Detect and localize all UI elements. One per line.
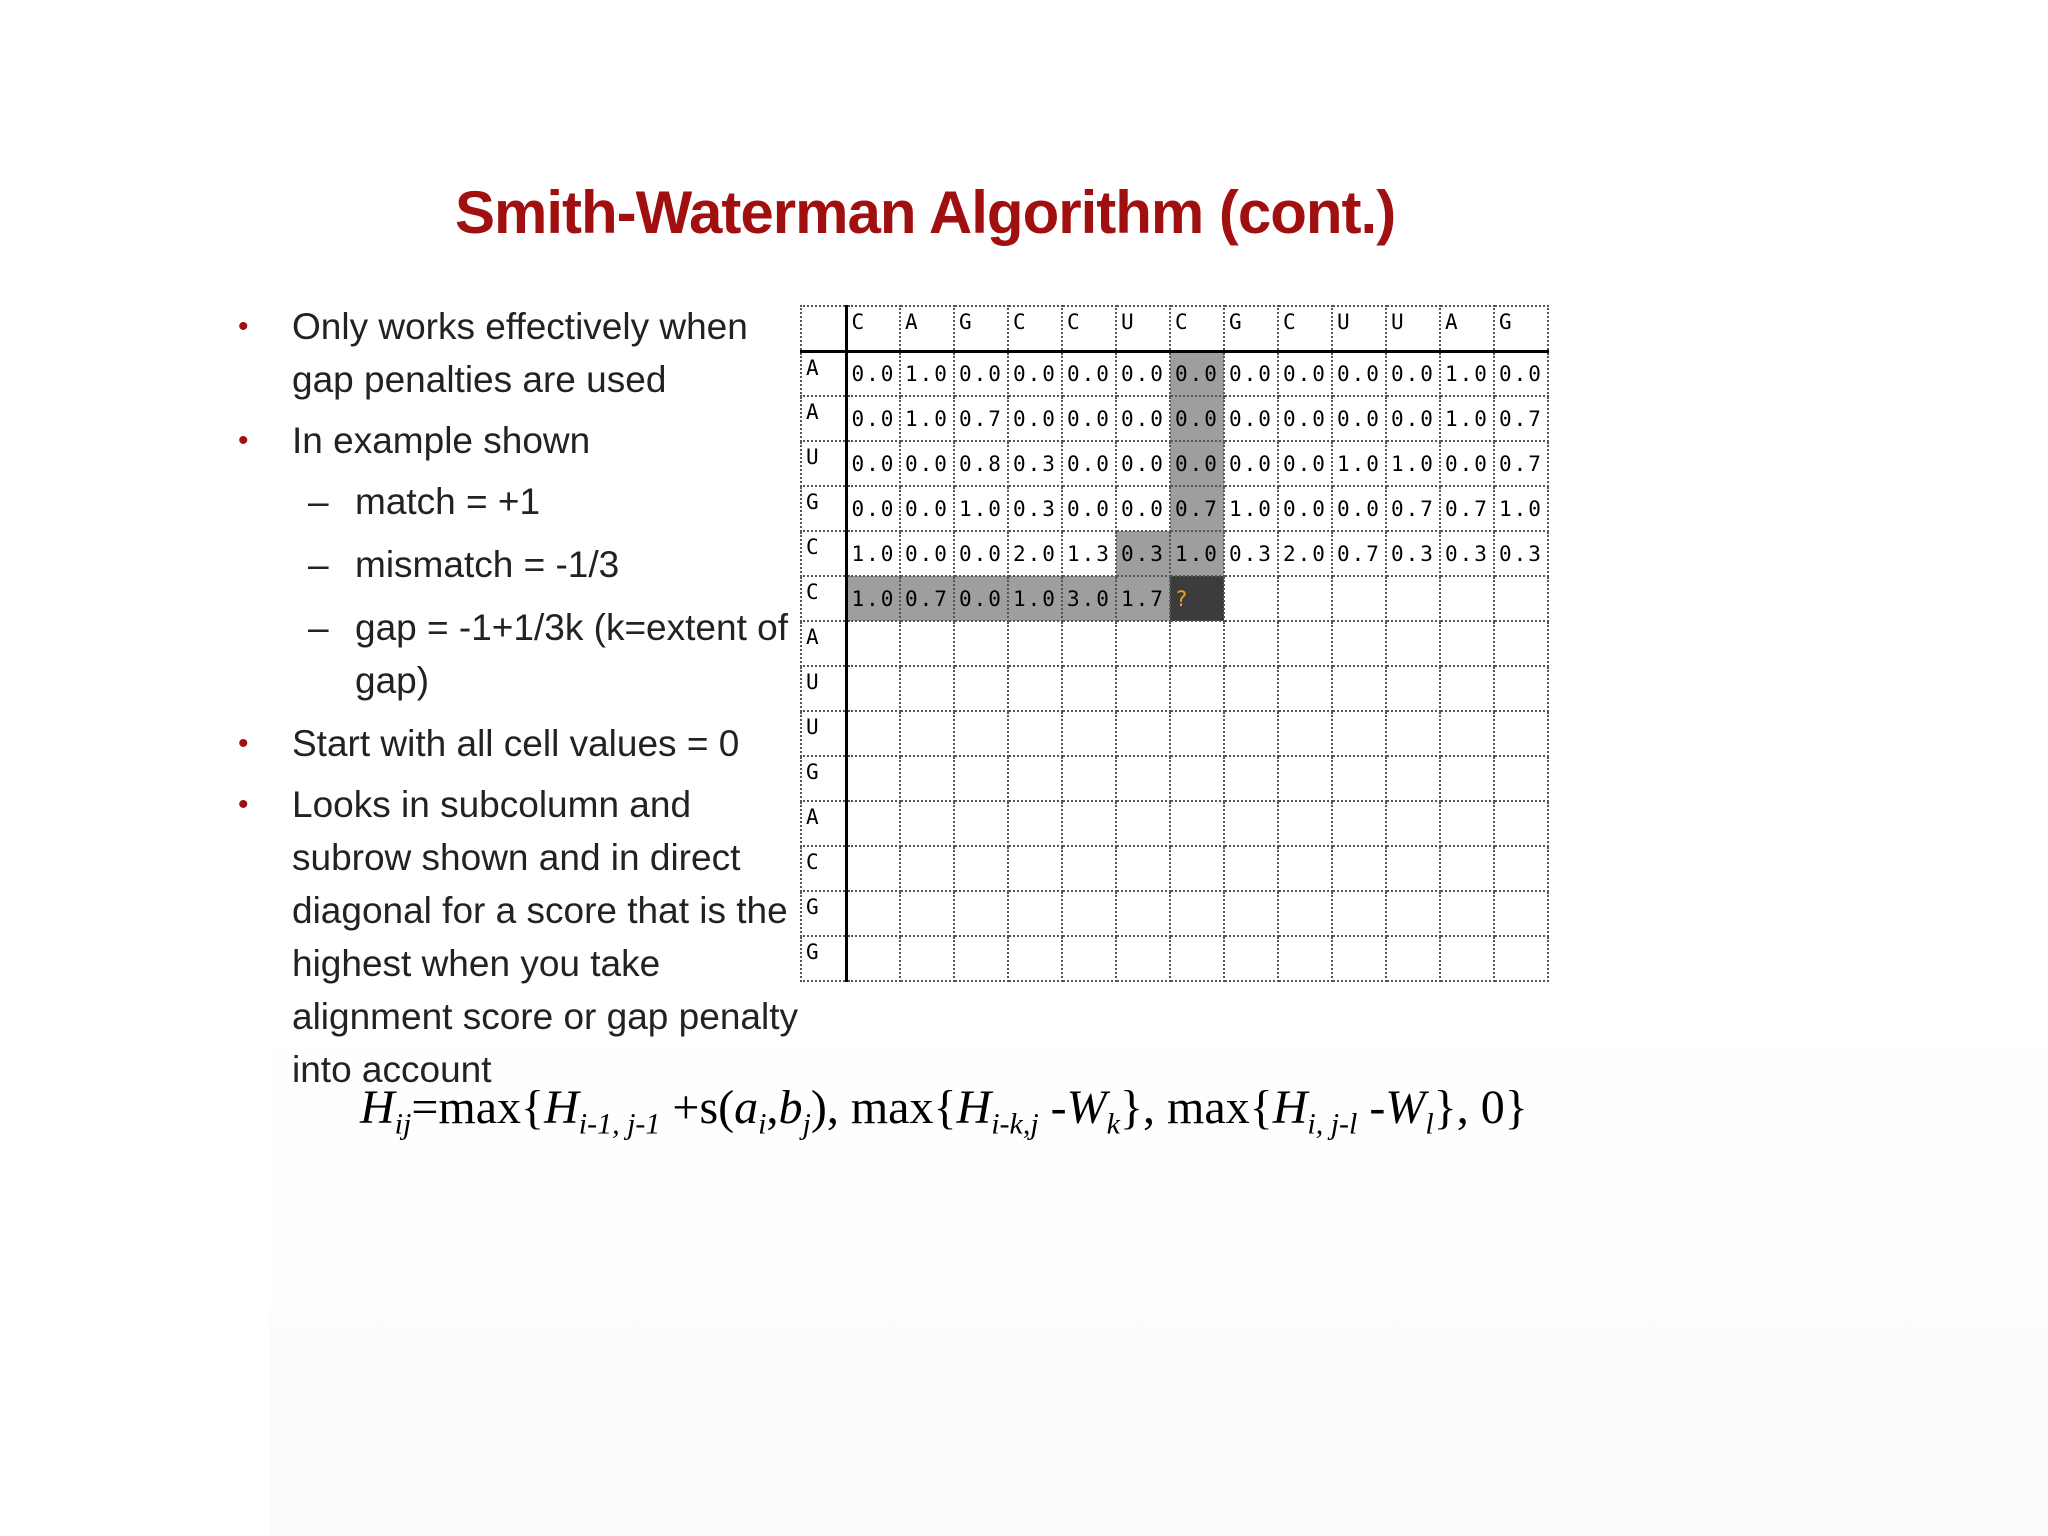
matrix-cell: 0.0 xyxy=(1278,396,1332,441)
matrix-cell xyxy=(954,711,1008,756)
matrix-cell xyxy=(1116,846,1170,891)
matrix-cell xyxy=(1386,846,1440,891)
formula-sub2: i-k,j xyxy=(991,1107,1039,1141)
matrix-cell: 0.0 xyxy=(954,351,1008,396)
bullet-item xyxy=(230,414,800,467)
matrix-col-label: A xyxy=(900,306,954,351)
matrix-cell xyxy=(1494,891,1548,936)
matrix-row xyxy=(801,351,1548,396)
formula-a: a xyxy=(734,1081,759,1134)
matrix-cell: 2.0 xyxy=(1008,531,1062,576)
matrix-cell xyxy=(1386,621,1440,666)
matrix-cell xyxy=(1116,936,1170,981)
matrix-row-label: A xyxy=(801,621,846,666)
dash-icon: – xyxy=(308,544,329,585)
matrix-highlight-cell: 1.7 xyxy=(1116,576,1170,621)
matrix-cell: 0.0 xyxy=(1278,486,1332,531)
matrix-cell: 0.3 xyxy=(1224,531,1278,576)
matrix-highlight-cell: 1.0 xyxy=(1008,576,1062,621)
matrix-cell xyxy=(1278,711,1332,756)
matrix-cell xyxy=(1332,846,1386,891)
matrix-cell xyxy=(1224,936,1278,981)
matrix-cell: 0.0 xyxy=(1116,396,1170,441)
matrix-cell xyxy=(900,666,954,711)
matrix-cell xyxy=(954,666,1008,711)
matrix-cell: 0.0 xyxy=(1008,351,1062,396)
formula-minus1: - xyxy=(1038,1081,1067,1134)
matrix-cell xyxy=(1062,756,1116,801)
matrix-cell xyxy=(1224,846,1278,891)
formula-comma: , xyxy=(766,1081,779,1134)
formula-b: b xyxy=(778,1081,803,1134)
matrix-cell xyxy=(1386,756,1440,801)
dash-icon: – xyxy=(308,481,329,522)
matrix-row-label: U xyxy=(801,441,846,486)
bullet-item xyxy=(230,717,800,770)
matrix-cell xyxy=(900,621,954,666)
matrix-cell: 0.0 xyxy=(1332,396,1386,441)
formula-close3: }, 0} xyxy=(1433,1081,1528,1134)
matrix-cell xyxy=(1386,711,1440,756)
matrix-cell: 0.0 xyxy=(900,531,954,576)
sub-bullet-item xyxy=(230,475,800,528)
matrix-cell xyxy=(900,711,954,756)
matrix-cell xyxy=(1278,756,1332,801)
matrix-cell xyxy=(1386,801,1440,846)
matrix-row xyxy=(801,486,1548,531)
matrix-cell: 1.3 xyxy=(1062,531,1116,576)
matrix-cell xyxy=(1278,936,1332,981)
matrix-cell xyxy=(1332,801,1386,846)
matrix-cell xyxy=(846,801,900,846)
matrix-cell: 0.0 xyxy=(846,351,900,396)
matrix-cell: 0.7 xyxy=(1332,531,1386,576)
formula-minus2: - xyxy=(1357,1081,1386,1134)
matrix-cell xyxy=(1062,621,1116,666)
matrix-cell xyxy=(1008,801,1062,846)
matrix-cell: 1.0 xyxy=(1440,351,1494,396)
matrix-row xyxy=(801,756,1548,801)
matrix-col-label: G xyxy=(1494,306,1548,351)
matrix-current-cell: ? xyxy=(1170,576,1224,621)
formula-h2: H xyxy=(956,1081,992,1134)
matrix-row-label: A xyxy=(801,801,846,846)
bullet-list xyxy=(230,300,800,1104)
matrix-cell xyxy=(1386,576,1440,621)
matrix-cell xyxy=(1116,801,1170,846)
matrix-cell xyxy=(1224,621,1278,666)
matrix-cell: 0.0 xyxy=(1116,351,1170,396)
matrix-cell: 1.0 xyxy=(1224,486,1278,531)
matrix-cell xyxy=(900,801,954,846)
matrix-col-label: C xyxy=(1278,306,1332,351)
formula-plus-s: +s( xyxy=(660,1081,735,1134)
matrix-row xyxy=(801,711,1548,756)
matrix-cell: 0.0 xyxy=(1062,486,1116,531)
matrix-col-label: A xyxy=(1440,306,1494,351)
matrix-cell xyxy=(846,846,900,891)
matrix-cell: 0.0 xyxy=(1386,396,1440,441)
matrix-row xyxy=(801,576,1548,621)
matrix-cell xyxy=(1116,621,1170,666)
matrix-cell xyxy=(954,891,1008,936)
matrix-row-label: C xyxy=(801,846,846,891)
matrix-cell: 0.8 xyxy=(954,441,1008,486)
formula-h: H xyxy=(360,1081,395,1134)
formula-b-sub: j xyxy=(802,1107,811,1141)
bullet-text: In example shown xyxy=(292,420,591,461)
bullet-item xyxy=(230,300,800,406)
bullet-dot-icon: • xyxy=(238,310,249,343)
matrix-cell xyxy=(1278,666,1332,711)
matrix-col-label: C xyxy=(1062,306,1116,351)
matrix-cell xyxy=(1386,666,1440,711)
matrix-cell xyxy=(1332,936,1386,981)
bullet-text: Looks in subcolumn and subrow shown and in direct diagonal for a score that is the highest when you take alignment score or gap penalty into account xyxy=(292,784,798,1090)
formula-w2: W xyxy=(1385,1081,1426,1134)
matrix-cell xyxy=(846,711,900,756)
matrix-cell xyxy=(1062,936,1116,981)
bullet-dot-icon: • xyxy=(238,727,249,760)
matrix-cell: 1.0 xyxy=(900,351,954,396)
matrix-cell xyxy=(1278,621,1332,666)
matrix-cell: 0.3 xyxy=(1008,441,1062,486)
matrix-highlight-cell: 0.7 xyxy=(900,576,954,621)
matrix-highlight-cell: 0.3 xyxy=(1116,531,1170,576)
matrix-highlight-cell: 1.0 xyxy=(1170,531,1224,576)
formula-h3: H xyxy=(1272,1081,1308,1134)
score-matrix xyxy=(800,305,1549,982)
matrix-row xyxy=(801,666,1548,711)
matrix-cell: 0.7 xyxy=(1494,441,1548,486)
formula-w1: W xyxy=(1066,1081,1107,1134)
matrix-highlight-cell: 0.0 xyxy=(1170,396,1224,441)
matrix-cell xyxy=(1008,711,1062,756)
matrix-cell xyxy=(1278,891,1332,936)
matrix-cell: 1.0 xyxy=(1332,441,1386,486)
matrix-cell xyxy=(1440,666,1494,711)
matrix-cell: 1.0 xyxy=(900,396,954,441)
matrix-cell xyxy=(1116,711,1170,756)
matrix-cell: 0.0 xyxy=(954,531,1008,576)
matrix-cell xyxy=(900,891,954,936)
matrix-cell xyxy=(1278,801,1332,846)
matrix-cell xyxy=(846,621,900,666)
formula-sub-k: k xyxy=(1106,1107,1120,1141)
formula-close1: ), max{ xyxy=(810,1081,957,1134)
matrix-cell xyxy=(1494,576,1548,621)
matrix-cell xyxy=(1278,846,1332,891)
recurrence-formula xyxy=(360,1080,1528,1142)
matrix-cell: 0.0 xyxy=(900,441,954,486)
matrix-cell xyxy=(1494,756,1548,801)
matrix-cell xyxy=(1008,936,1062,981)
matrix-cell: 0.0 xyxy=(1332,486,1386,531)
matrix-cell: 1.0 xyxy=(1386,441,1440,486)
matrix-row xyxy=(801,891,1548,936)
matrix-cell xyxy=(1332,891,1386,936)
matrix-cell xyxy=(954,936,1008,981)
matrix-cell: 0.0 xyxy=(1224,396,1278,441)
matrix-col-label: U xyxy=(1116,306,1170,351)
matrix-row-label: U xyxy=(801,666,846,711)
matrix-cell: 0.0 xyxy=(1278,351,1332,396)
bullet-text: Only works effectively when gap penalties are used xyxy=(292,306,748,400)
matrix-cell xyxy=(954,846,1008,891)
matrix-highlight-cell: 1.0 xyxy=(846,576,900,621)
matrix-cell xyxy=(1332,576,1386,621)
matrix-row-label: G xyxy=(801,756,846,801)
matrix-cell xyxy=(1116,756,1170,801)
matrix-cell xyxy=(846,756,900,801)
matrix-row xyxy=(801,396,1548,441)
matrix-cell: 0.0 xyxy=(846,441,900,486)
matrix-cell: 0.0 xyxy=(846,396,900,441)
matrix-row xyxy=(801,936,1548,981)
matrix-cell: 0.0 xyxy=(1062,441,1116,486)
matrix-cell xyxy=(1224,756,1278,801)
matrix-cell xyxy=(1170,711,1224,756)
matrix-cell: 0.0 xyxy=(1386,351,1440,396)
matrix-row-label: A xyxy=(801,351,846,396)
matrix-cell: 0.3 xyxy=(1386,531,1440,576)
matrix-cell xyxy=(1224,801,1278,846)
matrix-row xyxy=(801,621,1548,666)
matrix-cell xyxy=(1116,666,1170,711)
matrix-cell xyxy=(900,756,954,801)
formula-eq-max: =max{ xyxy=(411,1081,545,1134)
matrix-cell: 0.0 xyxy=(1116,441,1170,486)
matrix-cell xyxy=(1440,756,1494,801)
matrix-cell: 2.0 xyxy=(1278,531,1332,576)
matrix-cell: 0.3 xyxy=(1008,486,1062,531)
matrix-cell xyxy=(1008,891,1062,936)
matrix-col-label: G xyxy=(954,306,1008,351)
matrix-cell xyxy=(1332,621,1386,666)
matrix-cell xyxy=(846,936,900,981)
matrix-cell xyxy=(1332,711,1386,756)
matrix-cell xyxy=(1008,756,1062,801)
matrix-col-label: C xyxy=(1008,306,1062,351)
matrix-cell: 0.0 xyxy=(900,486,954,531)
matrix-highlight-cell: 0.0 xyxy=(1170,441,1224,486)
matrix-row xyxy=(801,531,1548,576)
matrix-cell xyxy=(1494,801,1548,846)
matrix-cell xyxy=(1116,891,1170,936)
matrix-cell: 0.0 xyxy=(846,486,900,531)
formula-sub-l: l xyxy=(1425,1107,1434,1141)
matrix-cell xyxy=(954,621,1008,666)
slide-title: Smith-Waterman Algorithm (cont.) xyxy=(455,179,1396,246)
bullet-dot-icon: • xyxy=(238,424,249,457)
sub-bullet-text: match = +1 xyxy=(355,481,541,522)
matrix-cell xyxy=(1440,801,1494,846)
matrix-cell: 0.3 xyxy=(1440,531,1494,576)
matrix-cell xyxy=(954,756,1008,801)
matrix-cell: 0.3 xyxy=(1494,531,1548,576)
matrix-header-row xyxy=(801,306,1548,351)
matrix-cell xyxy=(1062,666,1116,711)
matrix-cell xyxy=(1062,711,1116,756)
matrix-cell xyxy=(1224,666,1278,711)
matrix-row xyxy=(801,801,1548,846)
formula-a-sub: i xyxy=(758,1107,767,1141)
matrix-row-label: G xyxy=(801,891,846,936)
matrix-cell xyxy=(846,891,900,936)
matrix-cell xyxy=(1494,666,1548,711)
matrix-row-label: U xyxy=(801,711,846,756)
matrix-cell xyxy=(1008,846,1062,891)
matrix-col-label: C xyxy=(846,306,900,351)
sub-bullet-item xyxy=(230,601,800,707)
matrix-cell xyxy=(1008,621,1062,666)
matrix-cell: 1.0 xyxy=(1494,486,1548,531)
matrix-cell xyxy=(1170,621,1224,666)
matrix-cell: 0.0 xyxy=(1224,351,1278,396)
matrix-cell: 0.0 xyxy=(1332,351,1386,396)
matrix-cell: 0.0 xyxy=(1494,351,1548,396)
matrix-cell xyxy=(1440,621,1494,666)
matrix-col-label: C xyxy=(1170,306,1224,351)
matrix-cell xyxy=(900,936,954,981)
matrix-highlight-cell: 3.0 xyxy=(1062,576,1116,621)
matrix-cell: 0.0 xyxy=(1224,441,1278,486)
matrix-cell: 0.0 xyxy=(1278,441,1332,486)
matrix-col-label: G xyxy=(1224,306,1278,351)
matrix-cell xyxy=(1440,936,1494,981)
matrix-cell xyxy=(1062,891,1116,936)
matrix-highlight-cell: 0.0 xyxy=(1170,351,1224,396)
sub-bullet-text: mismatch = -1/3 xyxy=(355,544,620,585)
matrix-cell xyxy=(1062,801,1116,846)
matrix-cell xyxy=(1494,846,1548,891)
matrix-cell xyxy=(1008,666,1062,711)
matrix-cell: 0.7 xyxy=(954,396,1008,441)
matrix-highlight-cell: 0.7 xyxy=(1170,486,1224,531)
matrix-cell: 0.7 xyxy=(1386,486,1440,531)
matrix-cell xyxy=(1494,936,1548,981)
matrix-cell xyxy=(1332,666,1386,711)
matrix-cell xyxy=(900,846,954,891)
matrix-corner xyxy=(801,306,846,351)
matrix-cell: 1.0 xyxy=(846,531,900,576)
matrix-row-label: A xyxy=(801,396,846,441)
matrix-cell: 0.0 xyxy=(1440,441,1494,486)
formula-sub3: i, j-l xyxy=(1307,1107,1358,1141)
matrix-row-label: G xyxy=(801,486,846,531)
matrix-cell xyxy=(1386,936,1440,981)
matrix-cell xyxy=(1170,801,1224,846)
matrix-col-label: U xyxy=(1386,306,1440,351)
matrix-cell xyxy=(1224,711,1278,756)
dash-icon: – xyxy=(308,607,329,648)
bullet-dot-icon: • xyxy=(238,788,249,821)
matrix-cell: 0.7 xyxy=(1494,396,1548,441)
formula-sub1: i-1, j-1 xyxy=(578,1107,661,1141)
matrix-row xyxy=(801,846,1548,891)
matrix-cell xyxy=(1170,756,1224,801)
matrix-cell xyxy=(1170,891,1224,936)
matrix-col-label: U xyxy=(1332,306,1386,351)
matrix-cell xyxy=(1062,846,1116,891)
matrix-cell xyxy=(1170,936,1224,981)
matrix-cell xyxy=(1494,711,1548,756)
matrix-cell xyxy=(954,801,1008,846)
formula-close2: }, max{ xyxy=(1119,1081,1273,1134)
matrix-cell: 0.0 xyxy=(1116,486,1170,531)
matrix-cell: 0.0 xyxy=(1008,396,1062,441)
matrix-row-label: C xyxy=(801,576,846,621)
matrix-cell xyxy=(1332,756,1386,801)
matrix-cell: 1.0 xyxy=(1440,396,1494,441)
matrix-cell xyxy=(1224,891,1278,936)
matrix-cell xyxy=(1494,621,1548,666)
matrix-cell xyxy=(1278,576,1332,621)
matrix-cell: 0.0 xyxy=(1062,396,1116,441)
matrix-row xyxy=(801,441,1548,486)
matrix-cell: 1.0 xyxy=(954,486,1008,531)
matrix-cell xyxy=(1170,846,1224,891)
bullet-item xyxy=(230,778,800,1096)
bullet-text: Start with all cell values = 0 xyxy=(292,723,740,764)
matrix-cell xyxy=(1440,846,1494,891)
matrix-cell xyxy=(1440,711,1494,756)
matrix-cell: 0.7 xyxy=(1440,486,1494,531)
matrix-cell xyxy=(1440,891,1494,936)
matrix-row-label: C xyxy=(801,531,846,576)
formula-sub-ij: ij xyxy=(394,1107,412,1141)
matrix-cell xyxy=(1170,666,1224,711)
matrix-cell: 0.0 xyxy=(1062,351,1116,396)
matrix-cell xyxy=(846,666,900,711)
matrix-cell xyxy=(1440,576,1494,621)
matrix-row-label: G xyxy=(801,936,846,981)
matrix-cell xyxy=(1224,576,1278,621)
matrix-cell xyxy=(1386,891,1440,936)
matrix-highlight-cell: 0.0 xyxy=(954,576,1008,621)
formula-h1: H xyxy=(544,1081,579,1134)
sub-bullet-text: gap = -1+1/3k (k=extent of gap) xyxy=(355,607,788,701)
sub-bullet-item xyxy=(230,538,800,591)
